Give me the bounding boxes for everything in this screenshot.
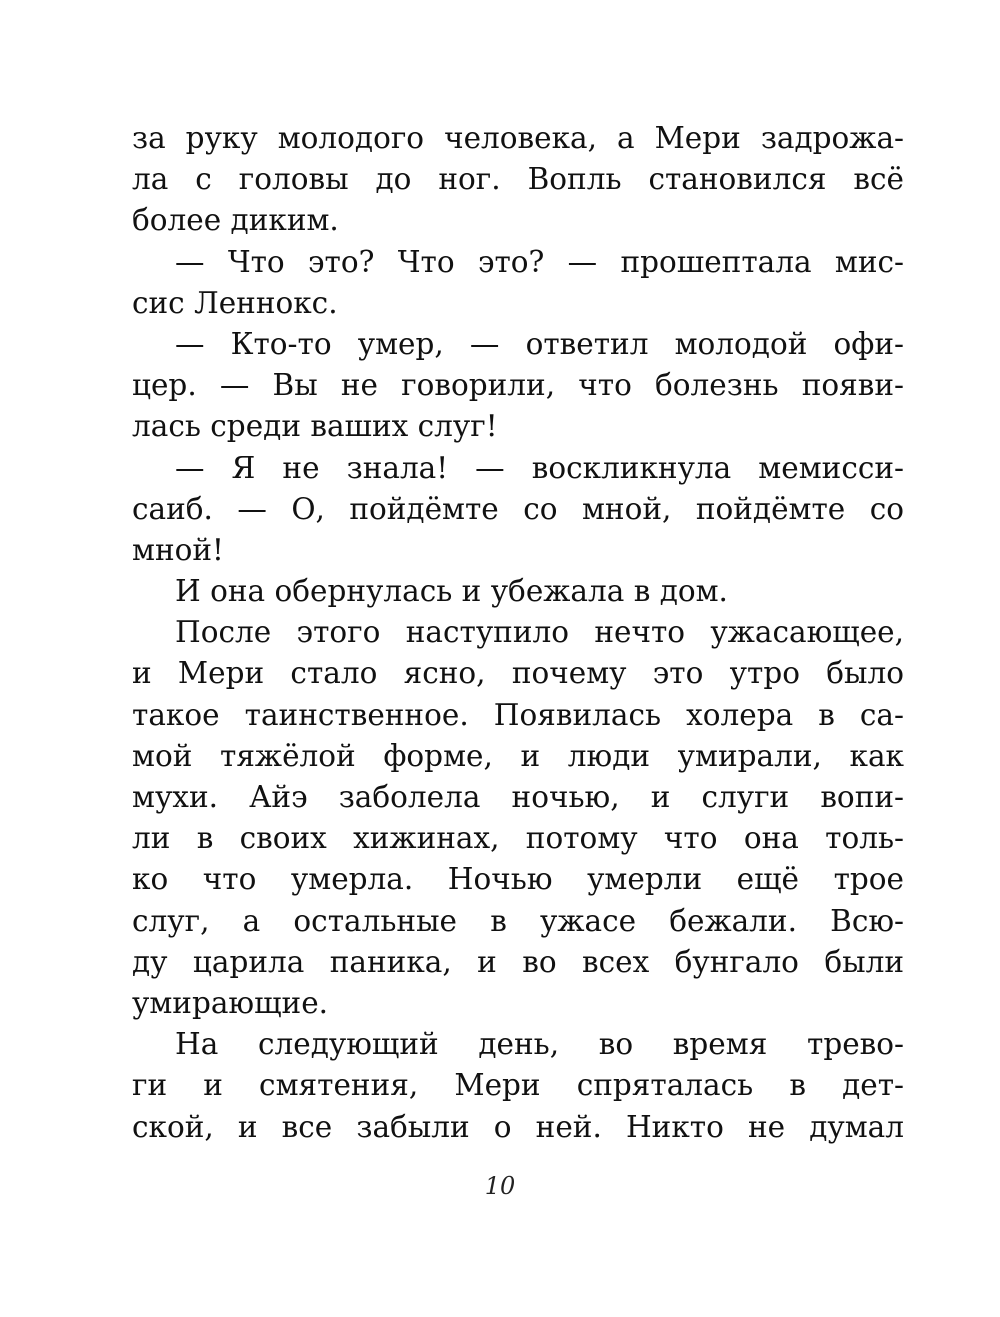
text-line: и Мери стало ясно, почему это утро было — [132, 656, 904, 691]
text-line: мной! — [132, 532, 224, 567]
text-line: мой тяжёлой форме, и люди умирали, как — [132, 738, 904, 773]
text-line: И она обернулась и убежала в дом. — [175, 574, 728, 609]
text-line: — Что это? Что это? — прошептала мис- — [175, 244, 904, 279]
text-line: ла с головы до ног. Вопль становился всё — [132, 162, 904, 197]
text-line: такое таинственное. Появилась холера в са- — [132, 697, 904, 732]
text-line: После этого наступило нечто ужасающее, — [175, 615, 904, 650]
page-number: 10 — [484, 1172, 516, 1200]
text-line: На следующий день, во время трево- — [175, 1027, 904, 1062]
text-line: саиб. — О, пойдёмте со мной, пойдёмте со — [132, 491, 904, 526]
text-line: — Кто-то умер, — ответил молодой офи- — [175, 326, 904, 361]
text-line: ко что умерла. Ночью умерли ещё трое — [132, 862, 904, 897]
text-line: мухи. Айэ заболела ночью, и слуги вопи- — [132, 780, 904, 814]
text-line: ской, и все забыли о ней. Никто не думал — [132, 1109, 904, 1144]
text-line: цер. — Вы не говорили, что болезнь появи- — [132, 368, 904, 403]
text-line: более диким. — [132, 203, 339, 238]
body-text — [132, 118, 904, 1148]
text-line: слуг, а остальные в ужасе бежали. Всю- — [132, 903, 904, 938]
text-line: ду царила паника, и во всех бунгало были — [132, 944, 904, 979]
text-line: умирающие. — [132, 985, 329, 1020]
text-line: за руку молодого человека, а Мери задрожа- — [132, 121, 904, 155]
text-line: — Я не знала! — воскликнула мемисси- — [175, 450, 904, 485]
text-line: ги и смятения, Мери спряталась в дет- — [132, 1068, 904, 1103]
text-line: лась среди ваших слуг! — [132, 409, 498, 444]
text-line: ли в своих хижинах, потому что она толь- — [132, 821, 904, 856]
text-line: сис Леннокс. — [132, 285, 338, 320]
